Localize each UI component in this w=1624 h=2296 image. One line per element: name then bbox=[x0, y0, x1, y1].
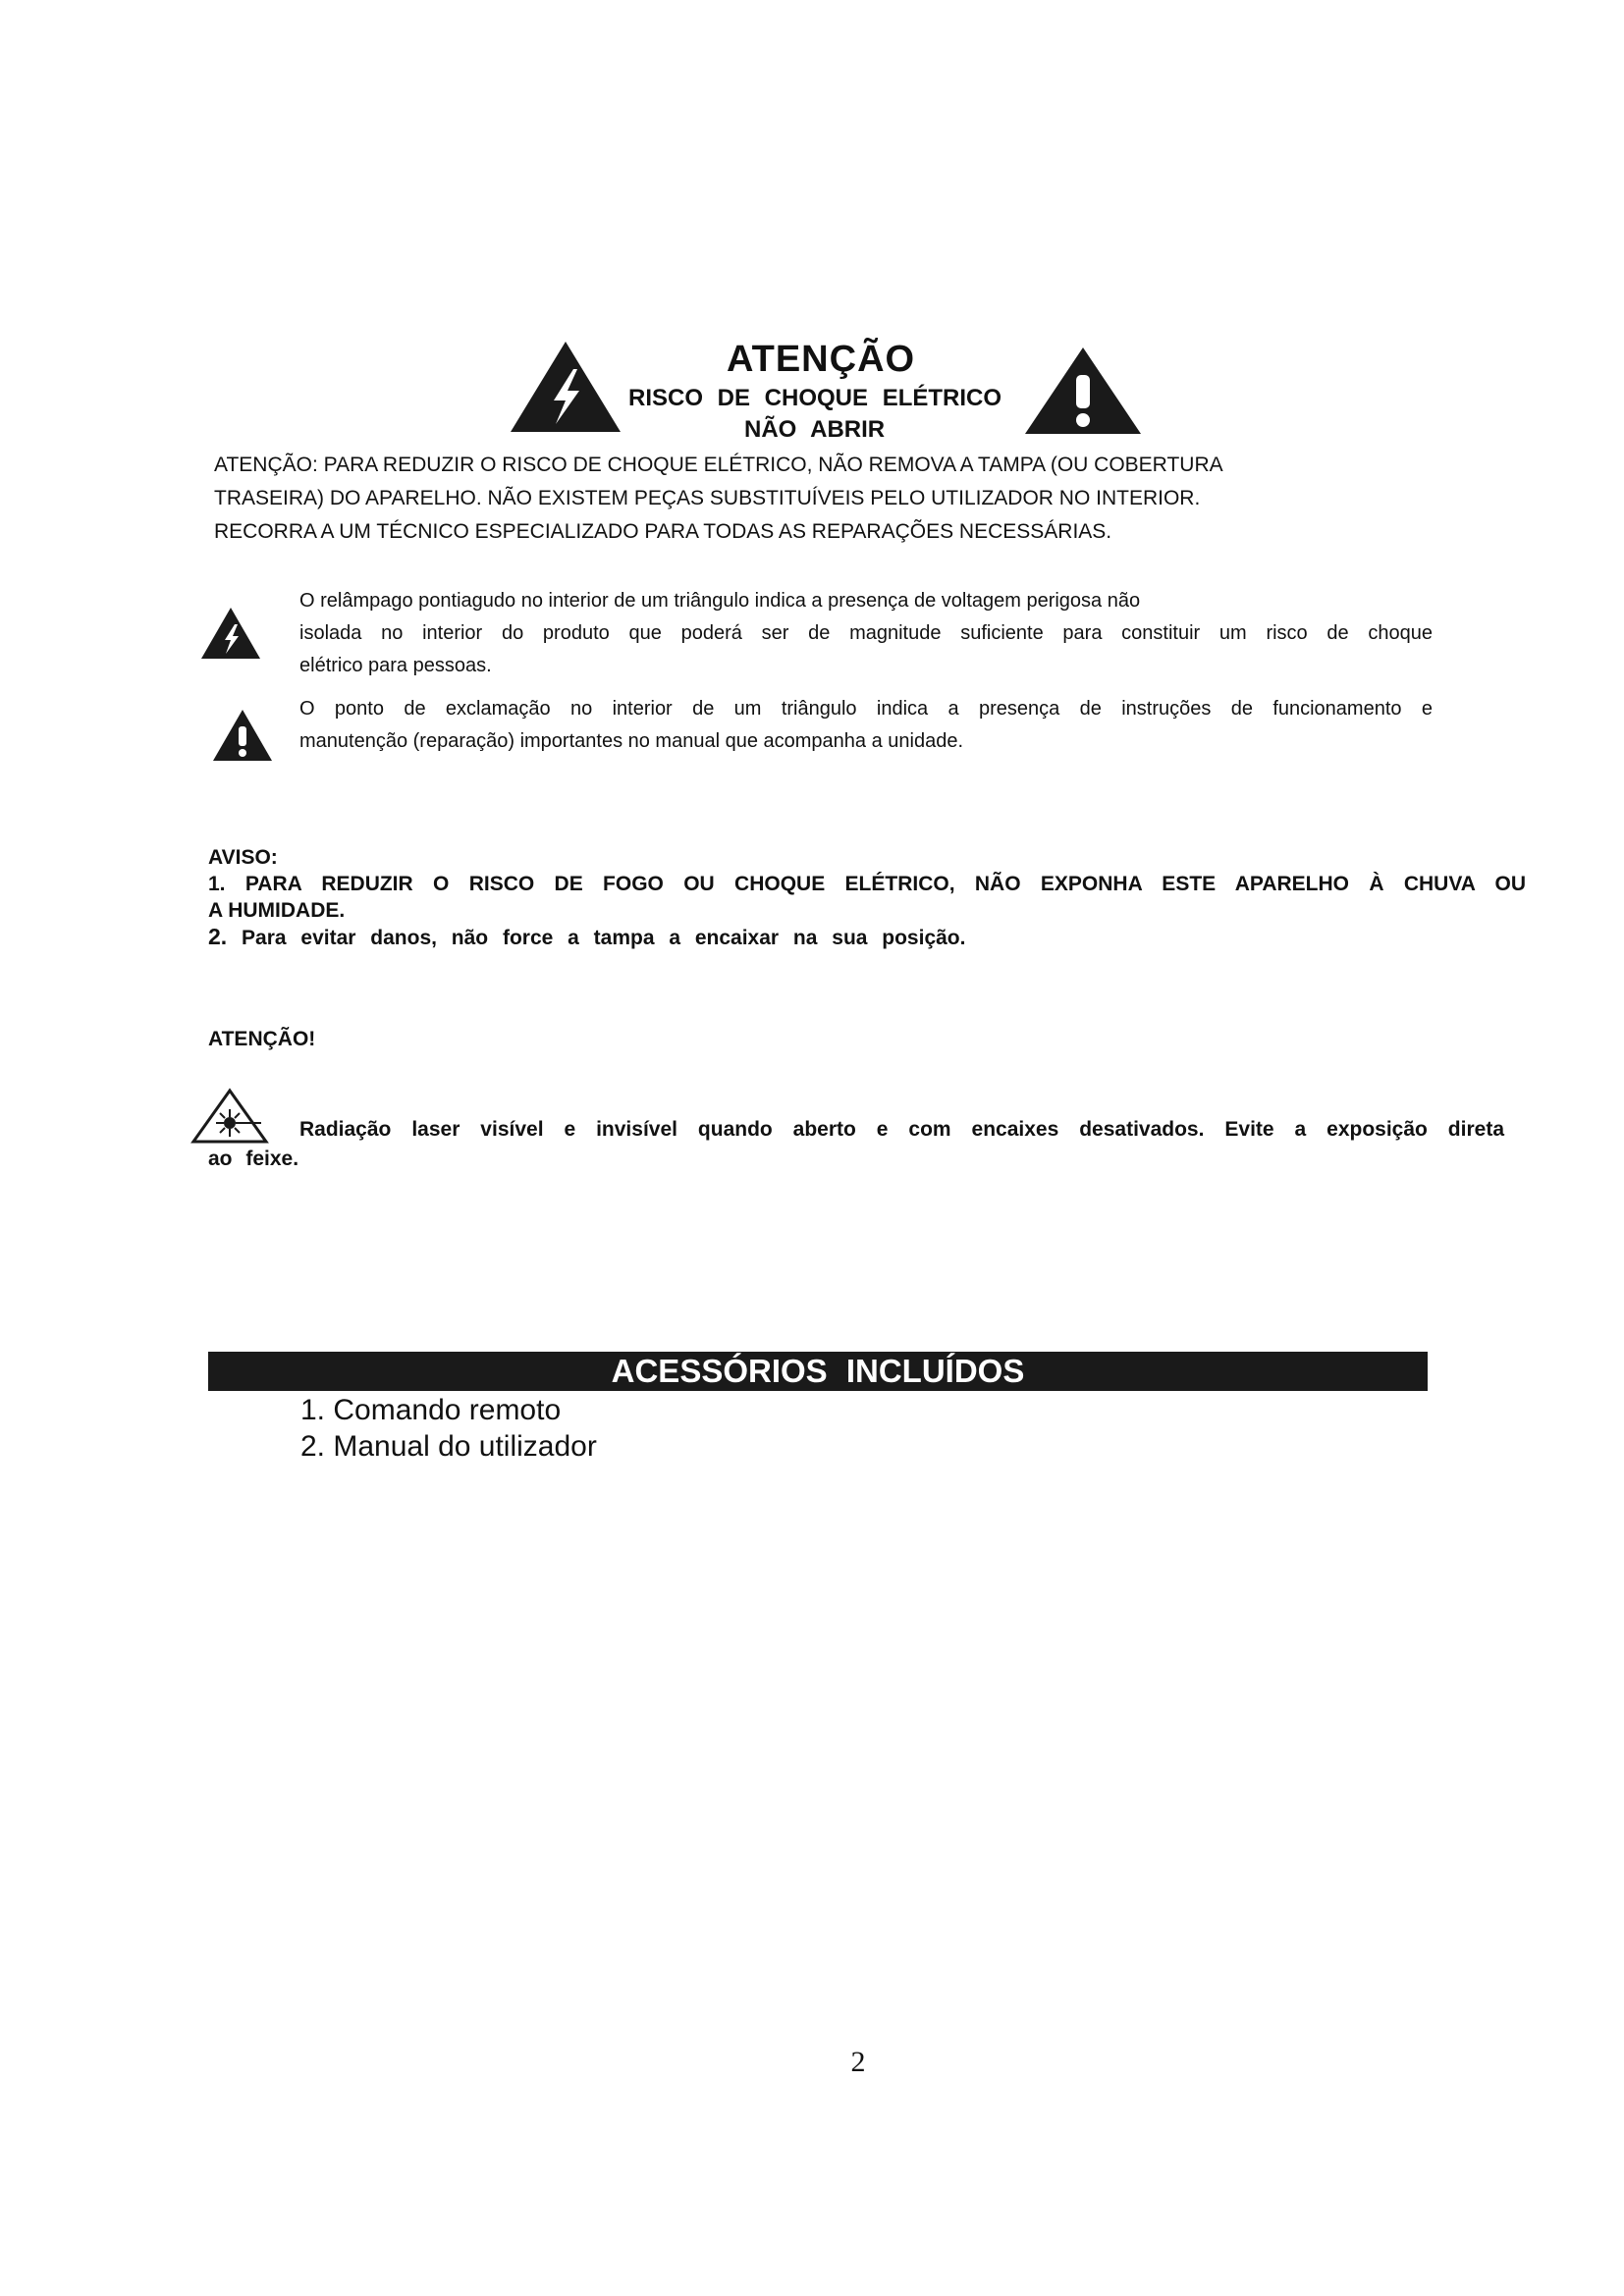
exclamation-triangle-icon bbox=[212, 709, 273, 762]
description-line: elétrico para pessoas. bbox=[299, 655, 492, 676]
laser-warning-line: ao feixe. bbox=[208, 1148, 299, 1170]
header-subtitle-do-not-open: NÃO ABRIR bbox=[744, 416, 886, 443]
page-title: ATENÇÃO bbox=[727, 339, 916, 380]
header-warning-text bbox=[214, 449, 1223, 549]
aviso-item-1: 1. PARA REDUZIR O RISCO DE FOGO OU CHOQUE ELÉTRICO, NÃO EXPONHA ESTE APARELHO À CHUVA OU bbox=[208, 873, 1526, 895]
aviso-item-1-continued: A HUMIDADE. bbox=[208, 899, 346, 922]
description-line: isolada no interior do produto que poderá ser de magnitude suficiente para constituir um risco de choque bbox=[299, 622, 1433, 644]
warning-line: ATENÇÃO: PARA REDUZIR O RISCO DE CHOQUE ELÉTRICO, NÃO REMOVA A TAMPA (OU COBERTURA bbox=[214, 454, 1223, 476]
list-item: 2. Manual do utilizador bbox=[300, 1430, 597, 1463]
aviso-item-2-number: 2. bbox=[208, 924, 228, 949]
lightning-symbol-description bbox=[299, 585, 1433, 682]
electric-shock-warning-icon bbox=[509, 340, 623, 434]
aviso-section bbox=[208, 844, 1526, 951]
description-line: O ponto de exclamação no interior de um triângulo indica a presença de instruções de funcionamento e bbox=[299, 698, 1433, 720]
warning-line: TRASEIRA) DO APARELHO. NÃO EXISTEM PEÇAS SUBSTITUÍVEIS PELO UTILIZADOR NO INTERIOR. bbox=[214, 487, 1201, 509]
warning-line: RECORRA A UM TÉCNICO ESPECIALIZADO PARA TODAS AS REPARAÇÕES NECESSÁRIAS. bbox=[214, 520, 1112, 543]
atencao-heading: ATENÇÃO! bbox=[208, 1028, 316, 1050]
list-item: 1. Comando remoto bbox=[300, 1394, 562, 1426]
laser-warning-text bbox=[208, 1115, 1504, 1174]
header-subtitle: RISCO DE CHOQUE ELÉTRICO bbox=[628, 385, 1002, 411]
description-line: manutenção (reparação) importantes no manual que acompanha a unidade. bbox=[299, 730, 963, 752]
exclamation-warning-icon bbox=[1023, 346, 1143, 436]
aviso-item-2-text: Para evitar danos, não force a tampa a encaixar na sua posição. bbox=[242, 927, 966, 949]
aviso-heading: AVISO: bbox=[208, 846, 278, 869]
exclamation-symbol-description bbox=[299, 693, 1433, 758]
accessories-heading-bar: ACESSÓRIOS INCLUÍDOS bbox=[208, 1352, 1428, 1391]
lightning-triangle-icon bbox=[200, 607, 261, 660]
page-number: 2 bbox=[850, 2046, 866, 2078]
description-line: O relâmpago pontiagudo no interior de um triângulo indica a presença de voltagem perigosa não bbox=[299, 590, 1141, 612]
aviso-item-2 bbox=[208, 924, 1526, 951]
laser-warning-line: Radiação laser visível e invisível quando aberto e com encaixes desativados. Evite a exposição direta bbox=[299, 1118, 1504, 1141]
accessories-list bbox=[300, 1392, 597, 1465]
